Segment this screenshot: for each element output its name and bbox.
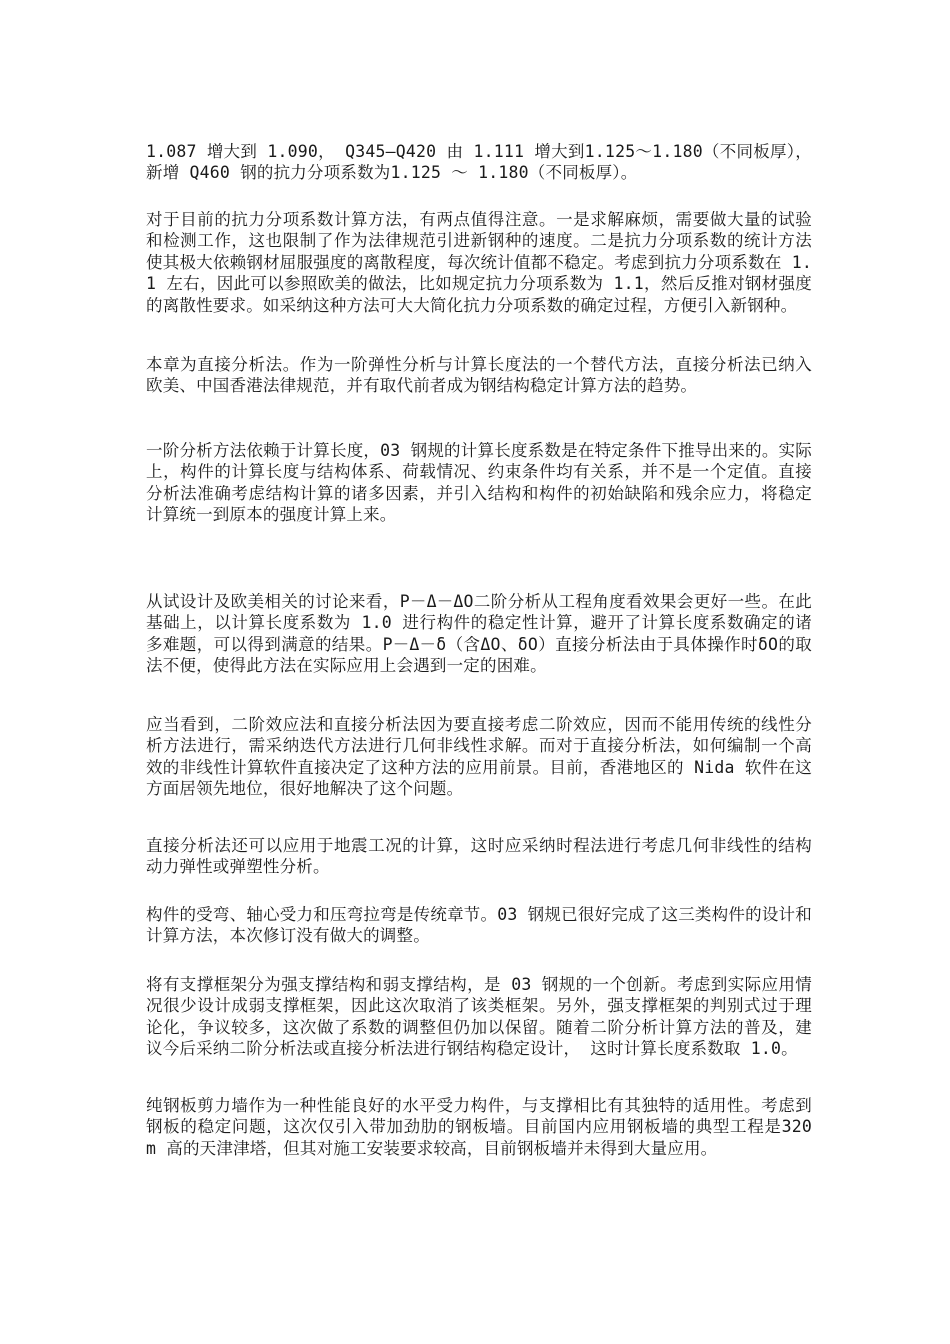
paragraph-steel-plate-shear-wall: 纯钢板剪力墙作为一种性能良好的水平受力构件，与支撑相比有其独特的适用性。考虑到钢板的稳定问题，这次仅引入带加劲肋的钢板墙。目前国内应用钢板墙的典型工程是320 m 高的天津津塔，但其对施工安装要求较高，目前钢板墙并未得到大量应用。 [146, 1095, 812, 1158]
paragraph-direct-analysis-intro: 本章为直接分析法。作为一阶弹性分析与计算长度法的一个替代方法，直接分析法已纳入欧美、中国香港法律规范，并有取代前者成为钢结构稳定计算方法的趋势。 [146, 354, 812, 395]
paragraph-resistance-factor-method: 对于目前的抗力分项系数计算方法，有两点值得注意。一是求解麻烦，需要做大量的试验和检测工作，这也限制了作为法律规范引进新钢种的速度。二是抗力分项系数的统计方法使其极大依赖钢材屈服强度的离散程度，每次统计值都不稳定。考虑到抗力分项系数在 1.1 左右，因此可以参照欧美的做法，比如规定抗力分项系数为 1.1，然后反推对钢材强度的离散性要求。如采纳这种方法可大大简化抗力分项系数的确定过程，方便引入新钢种。 [146, 209, 812, 315]
paragraph-second-order-analysis: 从试设计及欧美相关的讨论来看，P－Δ－ΔO二阶分析从工程角度看效果会更好一些。在此基础上，以计算长度系数为 1.0 进行构件的稳定性计算，避开了计算长度系数确定的诸多难题，可以得到满意的结果。P－Δ－δ（含ΔO、δO）直接分析法由于具体操作时δO的取法不便，使得此方法在实际应用上会遇到一定的困难。 [146, 591, 812, 675]
paragraph-nonlinear-software: 应当看到，二阶效应法和直接分析法因为要直接考虑二阶效应，因而不能用传统的线性分析方法进行，需采纳迭代方法进行几何非线性求解。而对于直接分析法，如何编制一个高效的非线性计算软件直接决定了这种方法的应用前景。目前，香港地区的 Nida 软件在这方面居领先地位，很好地解决了这个问题。 [146, 714, 812, 798]
paragraph-resistance-factor-values: 1.087 增大到 1.090， Q345—Q420 由 1.111 增大到1.125～1.180（不同板厚）， 新增 Q460 钢的抗力分项系数为1.125 ～ 1.180（不同板厚）。 [146, 141, 812, 182]
paragraph-member-design: 构件的受弯、轴心受力和压弯拉弯是传统章节。03 钢规已很好完成了这三类构件的设计和计算方法，本次修订没有做大的调整。 [146, 904, 812, 945]
paragraph-seismic-application: 直接分析法还可以应用于地震工况的计算，这时应采纳时程法进行考虑几何非线性的结构动力弹性或弹塑性分析。 [146, 835, 812, 876]
paragraph-braced-frames: 将有支撑框架分为强支撑结构和弱支撑结构，是 03 钢规的一个创新。考虑到实际应用情况很少设计成弱支撑框架，因此这次取消了该类框架。另外，强支撑框架的判别式过于理论化，争议较多，这次做了系数的调整但仍加以保留。随着二阶分析计算方法的普及，建议今后采纳二阶分析法或直接分析法进行钢结构稳定设计， 这时计算长度系数取 1.0。 [146, 974, 812, 1058]
paragraph-first-order-analysis: 一阶分析方法依赖于计算长度，03 钢规的计算长度系数是在特定条件下推导出来的。实际上，构件的计算长度与结构体系、荷载情况、约束条件均有关系，并不是一个定值。直接分析法准确考虑结构计算的诸多因素，并引入结构和构件的初始缺陷和残余应力，将稳定计算统一到原本的强度计算上来。 [146, 440, 812, 524]
